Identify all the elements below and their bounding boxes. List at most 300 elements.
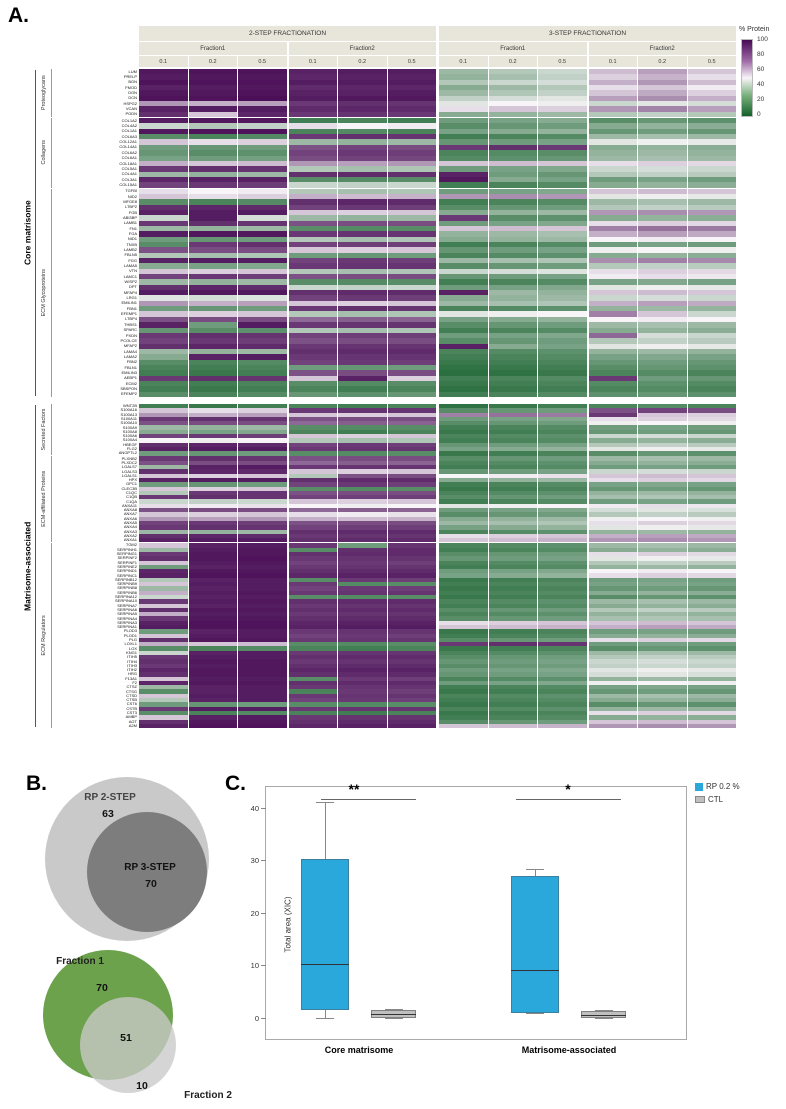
heatmap-row [53,112,736,117]
gene-label: C1QC [125,490,137,495]
category-bracket [51,404,52,456]
gene-label: A2M [128,722,137,728]
concentration-header: 0.2 [489,56,538,67]
heatmap-cell [189,182,238,187]
gene-label: PODN [125,111,137,117]
heatmap-cell [688,724,737,728]
heatmap-cell [338,392,387,397]
gene-label: WISP2 [124,279,137,285]
heatmap-cell [388,538,437,542]
heatmap-cell [688,451,737,455]
gene-label: COL14A1 [119,144,137,150]
gene-label: ANXA1 [123,537,137,543]
panel-c-label: C. [225,772,246,795]
boxplot-legend [695,782,740,808]
gene-label: PLOD3 [123,628,137,634]
gene-label: COL6A3 [121,133,137,139]
gene-label: LTBP2 [125,204,137,210]
gene-label: THBS1 [124,321,137,327]
venn-fraction1-count: 70 [96,982,108,994]
gene-label: EMILIN3 [121,369,137,375]
gene-label: SERPINB8 [117,585,137,591]
gene-label: FBN1 [126,305,137,311]
whisker [301,964,349,965]
gene-label: SERPINB12 [114,576,137,582]
gene-label: CST3 [126,710,137,716]
heatmap-cell [688,538,737,542]
gene-label: LAMB2 [123,247,137,253]
gene-label: FLG2 [126,446,137,452]
concentration-header: 0.5 [238,56,287,67]
gene-label: LAMA4 [123,348,137,354]
venn-fraction2-label: Fraction 2 [184,1090,232,1101]
gene-label: CLEC3B [121,485,137,491]
gene-label: AGT [128,718,137,724]
gene-label: SERPING1 [116,551,137,557]
heatmap-cell [338,538,387,542]
category-bracket [51,189,52,397]
heatmap-cells [139,451,736,455]
heatmap-row [53,392,736,397]
legend-item-ctl [695,795,740,804]
heatmap-cell [538,724,587,728]
heatmap-cell [238,724,287,728]
super-bracket [35,405,36,727]
gene-label: SERPINA12 [114,594,137,600]
gene-label: FN1 [129,225,137,231]
gene-label: GPC1 [126,481,137,487]
gene-label: MFAP2 [123,343,137,349]
category-label: Collagens [41,140,47,166]
heatmap-cell [338,451,387,455]
heatmap-cell [638,538,687,542]
gene-label: SERPINA5 [117,611,137,617]
category-label: Secreted Factors [41,408,47,451]
gene-label: S100A10 [120,420,137,426]
category-label: Proteoglycans [41,75,47,111]
gene-label: HSPG2 [123,100,137,106]
heatmap-cell [238,538,287,542]
gene-label: SERPINF2 [117,555,137,561]
heatmap-row [53,538,736,542]
heatmap-cell [238,182,287,187]
gene-label: ANXA6 [123,515,137,521]
heatmap-cell [489,392,538,397]
gene-label: MFAP4 [123,289,137,295]
heatmap-cell [189,724,238,728]
legend-title: % Protein [739,26,770,33]
heatmap-cell [238,112,287,117]
gene-label: SERPINA3 [117,619,137,625]
concentration-header: 0.1 [589,56,638,67]
heatmap-cell [289,112,338,117]
gene-label: ITIH3 [127,662,137,668]
venn-overlap-count: 51 [120,1032,132,1044]
heatmap-cell [439,182,488,187]
legend-tick-labels [757,36,768,118]
gene-label: COL12A1 [119,139,137,145]
super-section-matrisome-associated [20,404,736,728]
gene-label: S100A9 [122,424,137,430]
category-label: ECM Glycoproteins [41,269,47,317]
gene-label: PXDN [125,332,137,338]
gene-label: SERPINE2 [117,563,137,569]
gene-label: S100A6 [122,433,137,439]
gene-label: EFEMP1 [120,311,137,317]
gene-label: COL18A1 [119,160,137,166]
y-tick-label: 20 [250,908,259,918]
heatmap-cell [638,392,687,397]
gene-label: CTSB [126,697,137,703]
gene-rows [53,189,736,397]
category-matrisome-associated: Matrisome-associated [521,1045,617,1055]
heatmap-cell [289,392,338,397]
heatmap-cell [489,724,538,728]
heatmap-cell [589,724,638,728]
gene-label: S100A16 [120,407,137,413]
legend-tick: 60 [757,66,765,73]
heatmap-cell [139,392,188,397]
heatmap-cell [439,538,488,542]
gene-label: SERPINA10 [114,598,137,604]
fraction-header: Fraction1 [139,42,287,55]
whisker [526,869,544,870]
gene-label: TGM2 [125,542,137,548]
heatmap-cell [589,451,638,455]
heatmap-body [20,69,736,728]
concentration-header: 0.2 [189,56,238,67]
heatmap-cell [439,724,488,728]
legend-tick: 0 [757,111,761,118]
heatmap-cell [538,451,587,455]
gene-label: AMBP [125,714,137,720]
gene-label: SBSPON [120,385,137,391]
super-section-core-matrisome [20,69,736,397]
gene-label: NID2 [127,193,137,199]
whisker [511,970,559,971]
y-tick-label: 0 [254,1013,259,1023]
gene-label: ITIH5 [127,654,137,660]
heatmap-cells [139,724,736,728]
whisker [325,803,326,859]
gene-label: FGA [128,230,137,236]
gene-label: SERPINF1 [117,559,137,565]
boxplot-frame [250,781,687,1055]
heatmap-cell [189,112,238,117]
heatmap-cell [439,451,488,455]
whisker [526,1013,544,1014]
gene-label: LGALS1 [121,472,137,478]
heatmap-cell [289,451,338,455]
gene-rows [53,543,736,728]
gene-label: ITIH2 [127,667,137,673]
fractionation-group-header: 2-STEP FRACTIONATION [139,26,436,41]
gene-label: PCOLCE [120,337,137,343]
heatmap-cells [139,112,736,117]
concentration-header: 0.1 [139,56,188,67]
significance-line-core [321,799,416,800]
gene-label: LGALS3 [121,468,137,474]
rp-legend-swatch [695,783,703,791]
legend-tick: 80 [757,51,765,58]
gene-label: AEBP1 [124,375,137,381]
gene-rows [53,118,736,187]
gene-label: HPX [128,477,137,483]
header-concentration-row [139,55,736,67]
gene-label: LUM [128,68,137,74]
heatmap-cell [439,392,488,397]
category-label: ECM Regulators [41,615,47,656]
heatmap-row [53,451,736,455]
y-tick-label: 30 [250,856,259,865]
y-tick [261,965,266,966]
gene-label: S100A11 [120,416,137,421]
significance-assoc: * [565,781,571,797]
heatmap-cell [589,182,638,187]
heatmap-cell [388,724,437,728]
gene-label: FBLN5 [124,252,137,258]
heatmap-cell [289,538,338,542]
gene-label: FMOD [125,84,137,90]
gene-label: EMILIN1 [121,300,137,306]
gene-label: COL4A2 [121,123,137,129]
gene-label: PLXDC2 [121,459,137,465]
sections [37,404,736,728]
category-label: ECM-affiliated Proteins [41,471,47,528]
y-tick-label: 40 [250,803,259,813]
venn-fraction2-count: 10 [136,1080,148,1092]
heatmap-cell [139,182,188,187]
gene-label: TGFBI [125,188,137,194]
category-bracket [51,543,52,728]
rp-legend-label: RP 0.2 % [706,782,740,791]
gene-label: COL5A1 [121,165,137,171]
panel-b-label: B. [26,772,47,795]
heatmap-cell [489,451,538,455]
heatmap-cell [638,451,687,455]
venn-panel [20,772,255,1109]
gene-label: EFEMP2 [120,391,137,397]
gene-label: DPT [129,284,137,290]
gene-label: LOX [128,645,137,651]
whisker [581,1015,626,1016]
heatmap-cell [388,112,437,117]
gene-label: F13A1 [125,675,137,681]
y-tick [261,808,266,809]
legend-tick: 40 [757,81,765,88]
sections [37,69,736,397]
heatmap-cell [189,451,238,455]
gene-label: COL4A1 [121,171,137,177]
ctl-legend-label: CTL [708,795,724,804]
gene-label: SERPINH1 [116,546,137,552]
y-axis-label: Total area (XIC) [283,896,293,953]
gene-label: SERPINA4 [117,615,137,621]
fraction-header: Fraction2 [589,42,737,55]
gene-label: MFGE8 [123,198,137,204]
heatmap-cell [388,392,437,397]
heatmap-cell [289,182,338,187]
gene-label: C1QB [126,494,137,500]
super-bracket [35,70,36,396]
heatmap-cell [589,538,638,542]
heatmap-cells [139,392,736,397]
super-category-label: Matrisome-associated [22,521,33,611]
gene-label: ANXA2 [123,532,137,538]
gene-label: BGN [128,79,137,85]
heatmap-cell [139,724,188,728]
concentration-header: 0.2 [338,56,387,67]
gene-label: LRG1 [126,295,137,301]
gene-label: COL1A1 [121,128,137,134]
heatmap-cell [489,182,538,187]
gene-label: ANXA7 [123,511,137,517]
gene-label: WNT2B [123,403,137,409]
concentration-header: 0.5 [388,56,437,67]
y-tick-label: 10 [250,961,259,970]
gene-label: LTBP4 [125,316,137,322]
gene-label: SERPIND1 [116,568,137,574]
y-tick [261,860,266,861]
heatmap-cell [538,112,587,117]
category-bracket [51,69,52,117]
gene-label: ANXA8 [123,507,137,513]
gene-label: LAMB1 [123,220,137,226]
gene-label: TNXB [126,241,137,247]
legend-tick: 20 [757,96,765,103]
section-collagens [37,118,736,187]
heatmap-cell [338,724,387,728]
heatmap-cell [189,538,238,542]
venn-rp2step-label: RP 2-STEP [84,792,136,803]
heatmap-cell [489,538,538,542]
heatmap-cell [589,392,638,397]
gene-label: PLOD1 [123,632,137,638]
heatmap-cell [139,538,188,542]
fractionation-group-header: 3-STEP FRACTIONATION [439,26,736,41]
heatmap-cells [139,182,736,187]
heatmap-cell [638,182,687,187]
category-core-matrisome: Core matrisome [324,1045,394,1055]
heatmap-cell [688,182,737,187]
heatmap-cell [538,392,587,397]
whisker [371,1014,416,1015]
gene-label: FBLN1 [124,364,137,370]
whisker [316,1018,334,1019]
gene-label: DCN [128,95,137,101]
gene-label: SERPINA6 [117,606,137,612]
heatmap-cell [388,182,437,187]
boxplot-panel [225,772,785,1109]
heatmap-row [53,724,736,728]
box-rp [511,876,559,1013]
heatmap-cell [638,112,687,117]
gene-label: COL1A2 [121,117,137,123]
y-tick [261,1018,266,1019]
gene-label: SERPINB9 [117,581,137,587]
gene-label: VCAN [125,106,137,112]
venn-fraction1-label: Fraction 1 [56,956,104,967]
heatmap-cell [439,112,488,117]
heatmap-cell [289,724,338,728]
gene-label: SPARC [123,327,137,333]
venn-rp2step-count: 63 [102,808,114,820]
percent-protein-legend [739,26,785,118]
fraction-header: Fraction2 [289,42,437,55]
gene-label: ECM2 [125,380,137,386]
concentration-header: 0.1 [289,56,338,67]
significance-core: ** [348,781,360,797]
gene-label: HBEGF [123,441,137,447]
ctl-legend-swatch [695,796,705,803]
gene-label: LOXL1 [124,641,137,647]
gene-label: NID1 [127,236,137,242]
section-secreted-factors [37,404,736,456]
heatmap-cell [688,392,737,397]
heatmap-cell [589,112,638,117]
heatmap-column-headers [139,26,736,67]
section-ecm-affiliated-proteins [37,456,736,542]
y-tick [261,913,266,914]
concentration-header: 0.5 [538,56,587,67]
heatmap-cells [139,538,736,542]
venn-rp3step-count: 70 [145,878,157,890]
gene-label: OGN [127,90,137,96]
gene-label: CTSG [125,688,137,694]
gene-label: S100A4 [122,437,137,443]
fraction-header: Fraction1 [439,42,587,55]
section-proteoglycans [37,69,736,117]
concentration-header: 0.1 [439,56,488,67]
header-group-row [139,26,736,41]
gene-label: CSTB [126,705,137,711]
gene-label: ANGPTL2 [118,450,137,456]
gene-rows [53,456,736,542]
gene-label: PRELP [123,74,137,80]
gene-label: ITIH4 [127,658,137,664]
super-category-label: Core matrisome [22,200,33,266]
legend-item-rp [695,782,740,791]
matrisome-heatmap [20,26,736,728]
concentration-header: 0.5 [688,56,737,67]
heatmap-cell [489,112,538,117]
heatmap-cell [238,451,287,455]
gene-label: CTSD [126,692,137,698]
gene-label: COL3A1 [121,176,137,182]
gene-label: FGG [128,257,137,263]
gene-label: SERPINC1 [116,572,137,578]
gene-label: ANXA4 [123,524,137,530]
gene-label: VTN [129,268,137,274]
category-bracket [51,118,52,187]
heatmap-cell [338,182,387,187]
gene-label: COL6A2 [121,149,137,155]
gene-label: C1QA [126,498,137,504]
heatmap-cell [388,451,437,455]
legend-colorbar [741,39,753,117]
heatmap-cell [538,538,587,542]
gene-label: ANXA5 [123,520,137,526]
whisker [316,802,334,803]
heatmap-cell [538,182,587,187]
gene-label: CTSZ [126,684,137,690]
gene-label: S100A13 [120,411,137,417]
heatmap-cell [638,724,687,728]
panel-a-label: A. [8,4,29,27]
category-bracket [51,456,52,542]
gene-label: LAMA2 [123,353,137,359]
gene-label: CST6 [126,701,137,707]
